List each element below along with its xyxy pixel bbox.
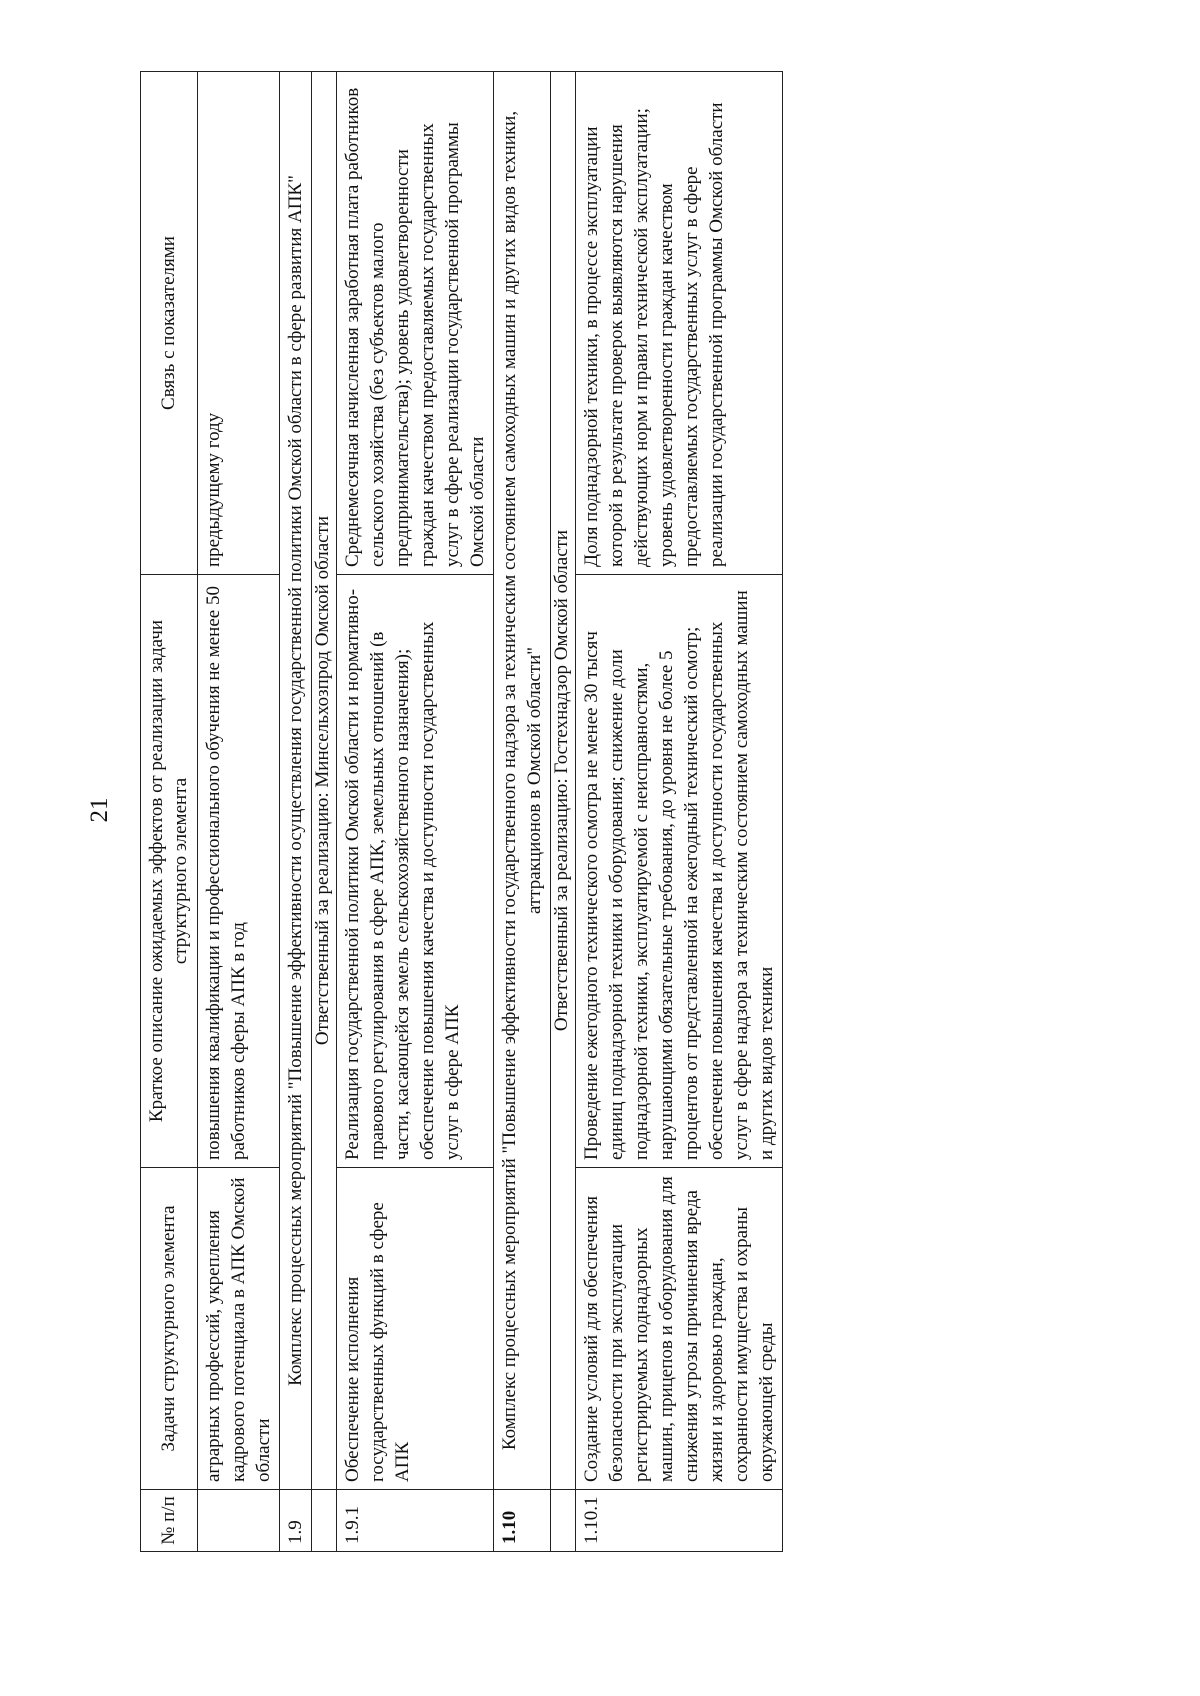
table-header-row [141, 72, 198, 1552]
page-number: 21 [86, 797, 113, 823]
rotated-table-container [140, 72, 1080, 1552]
row-num [198, 1490, 280, 1552]
responsible-empty-cell [312, 1490, 337, 1552]
row-indicators: предыдущему году [198, 72, 280, 575]
section-title-row [494, 72, 551, 1552]
row-task: Создание условий для обеспечения безопасности при эксплуатации регистрируемых поднадзорных машин, прицепов и оборудования для снижения угрозы причинения вреда жизни и здоровью граждан, сохранности имущества и охраны окружающей среды [576, 1168, 783, 1490]
row-num: 1.10.1 [576, 1490, 783, 1552]
header-tasks: Задачи структурного элемента [141, 1168, 198, 1490]
responsible-empty-cell [551, 1490, 576, 1552]
header-indicators: Связь с показателями [141, 72, 198, 575]
header-description: Краткое описание ожидаемых эффектов от реализации задачи структурного элемента [141, 575, 198, 1168]
responsible-row [312, 72, 337, 1552]
section-num: 1.10 [494, 1490, 551, 1552]
section-title: Комплекс процессных мероприятий "Повышение эффективности государственного надзора за техническим состоянием самоходных машин и других видов техники, аттракционов в Омской области" [494, 72, 551, 1490]
row-indicators: Доля поднадзорной техники, в процессе эксплуатации которой в результате проверок выявляются нарушения действующих норм и правил технической эксплуатации; уровень удовлетворенности граждан качеством предоставляемых государственных услуг в сфере реализации государственной программы Омской области [576, 72, 783, 575]
row-description: Проведение ежегодного технического осмотра не менее 30 тысяч единиц поднадзорной техники и оборудования; снижение доли поднадзорной техники, эксплуатируемой с неисправностями, нарушающими обязательные требования, до уровня не более 5 процентов от представленной на ежегодный технический осмотр; обеспечение повышения качества и доступности государственных услуг в сфере надзора за техническим состоянием самоходных машин и других видов техники [576, 575, 783, 1168]
tasks-table [140, 71, 783, 1552]
responsible-row [551, 72, 576, 1552]
section-title-row [280, 72, 312, 1552]
table-row [337, 72, 494, 1552]
table-row [198, 72, 280, 1552]
header-num: № п/п [141, 1490, 198, 1552]
section-num: 1.9 [280, 1490, 312, 1552]
row-task: Обеспечение исполнения государственных функций в сфере АПК [337, 1168, 494, 1490]
table-row [576, 72, 783, 1552]
section-title: Комплекс процессных мероприятий "Повышение эффективности осуществления государственной политики Омской области в сфере развития АПК" [280, 72, 312, 1490]
row-num: 1.9.1 [337, 1490, 494, 1552]
responsible-text: Ответственный за реализацию: Гостехнадзор Омской области [551, 72, 576, 1490]
responsible-text: Ответственный за реализацию: Минсельхозпрод Омской области [312, 72, 337, 1490]
row-description: Реализация государственной политики Омской области и нормативно-правового регулирования в сфере АПК, земельных отношений (в части, касающейся земель сельскохозяйственного назначения); обеспечение повышения качества и доступности государственных услуг в сфере АПК [337, 575, 494, 1168]
row-indicators: Среднемесячная начисленная заработная плата работников сельского хозяйства (без субъектов малого предпринимательства); уровень удовлетворенности граждан качеством предоставляемых государственных услуг в сфере реализации государственной программы Омской области [337, 72, 494, 575]
row-task: аграрных профессий, укрепления кадрового потенциала в АПК Омской области [198, 1168, 280, 1490]
row-description: повышения квалификации и профессионального обучения не менее 50 работников сферы АПК в год [198, 575, 280, 1168]
